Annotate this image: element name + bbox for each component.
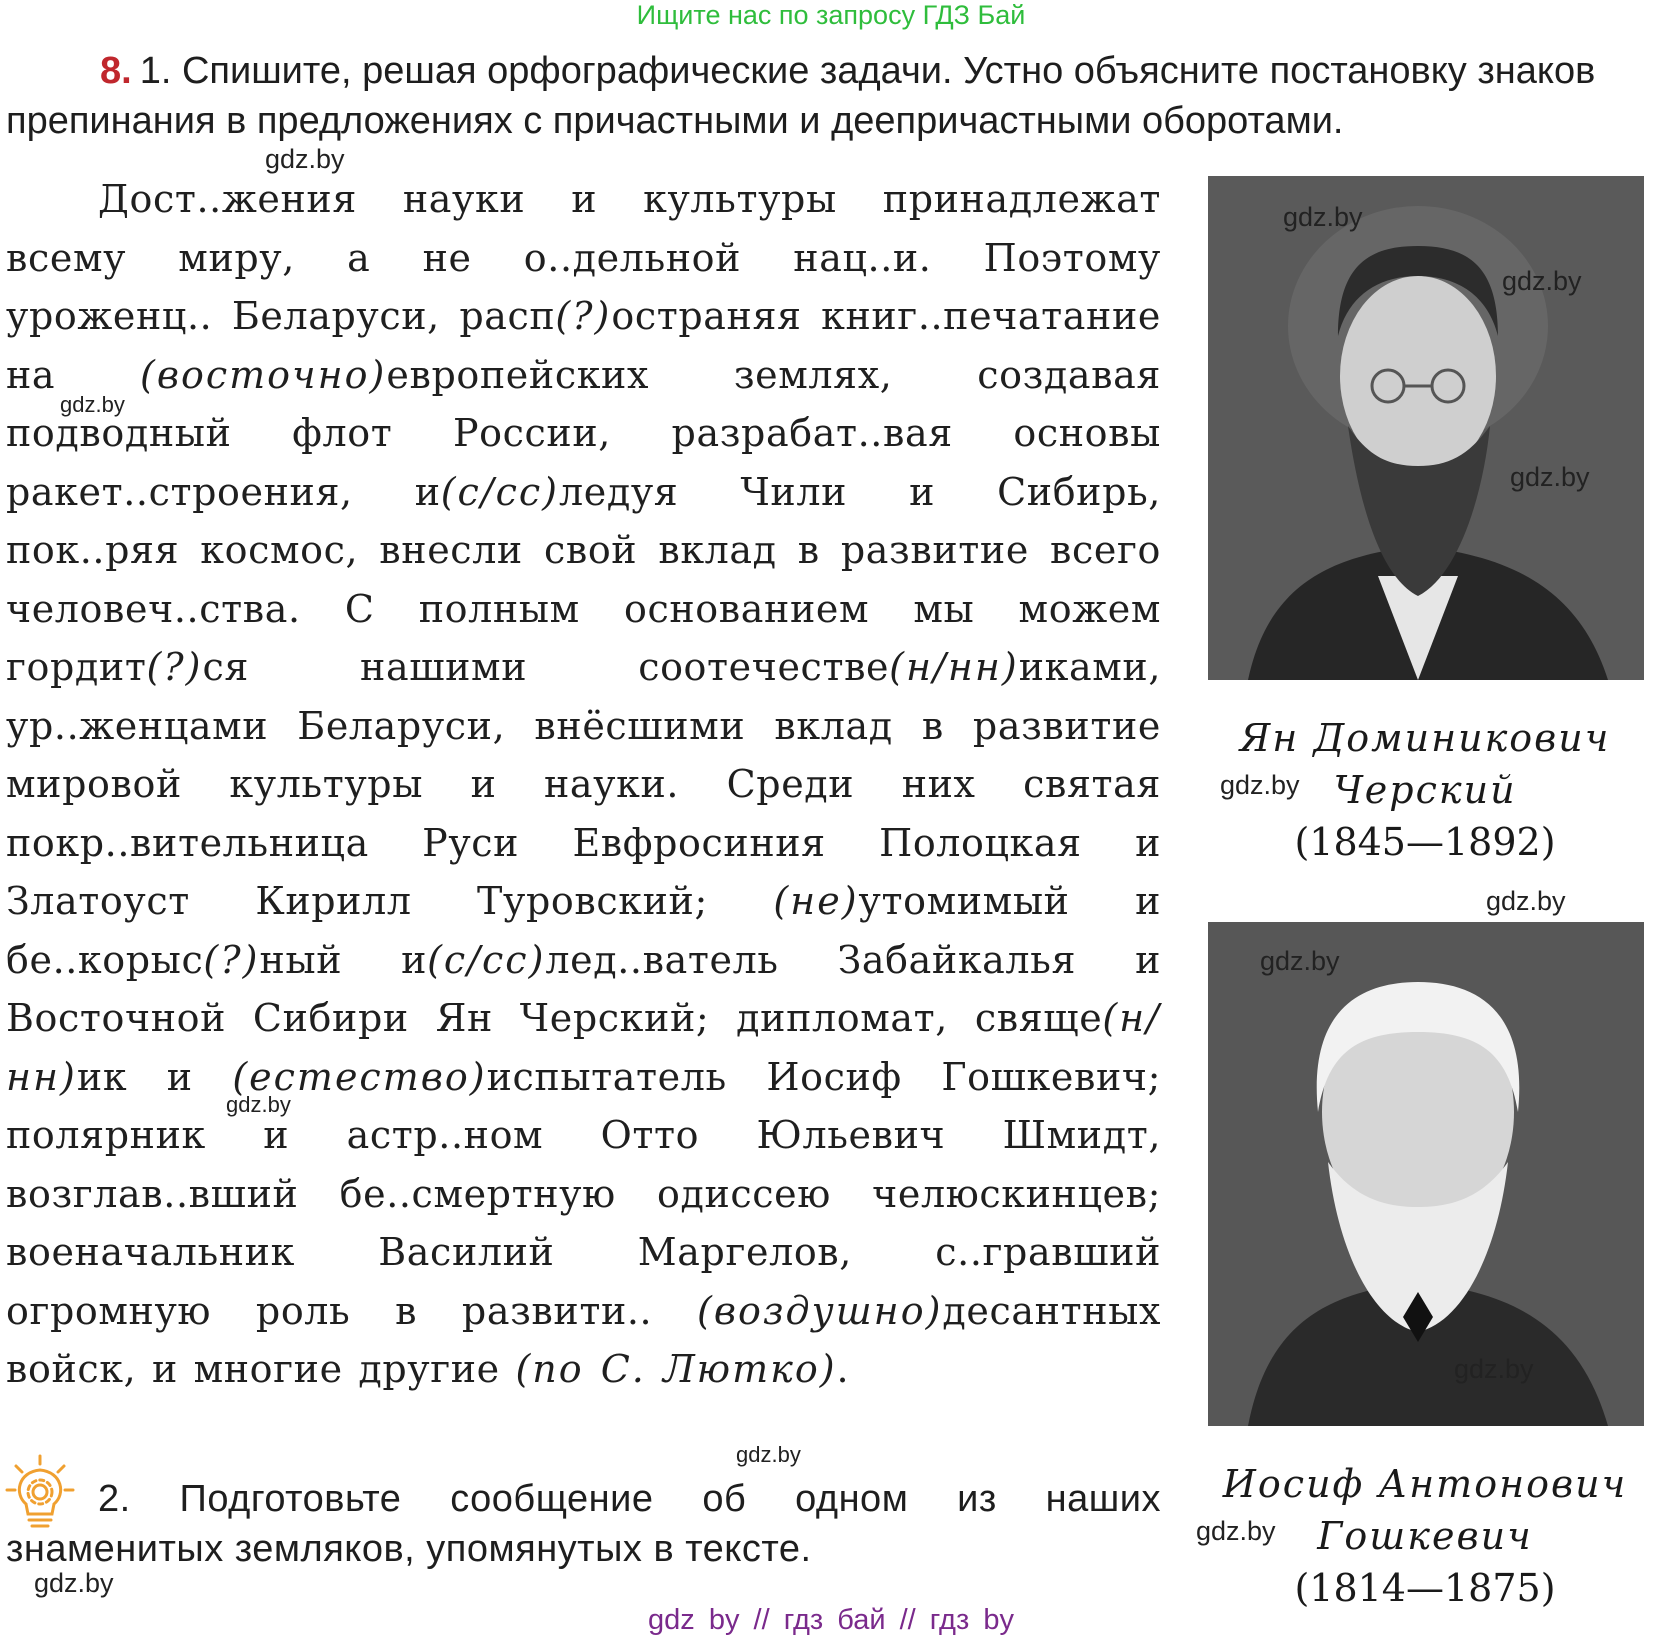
footer-links: gdz by // гдз бай // гдз by	[648, 1604, 1014, 1636]
task-heading	[6, 46, 1656, 146]
portrait-chersky	[1208, 176, 1644, 680]
watermark: gdz.by	[1510, 462, 1590, 492]
task-instruction: 1. Спишите, решая орфографические задачи. Устно объясните постановку знаков препинания в предложениях с причастными и деепричастными оборотами.	[6, 50, 1596, 142]
watermark: gdz.by	[1486, 886, 1566, 916]
caption-name-first: Ян Доминикович	[1239, 716, 1611, 760]
watermark: gdz.by	[1260, 946, 1340, 976]
caption-years: (1845—1892)	[1294, 820, 1556, 864]
portrait-goshkevich	[1208, 922, 1644, 1426]
watermark: gdz.by	[1502, 266, 1582, 296]
watermark: gdz.by	[265, 144, 345, 174]
search-banner: Ищите нас по запросу ГДЗ Бай	[636, 0, 1026, 30]
caption-name-first: Иосиф Антонович	[1222, 1462, 1628, 1506]
watermark: gdz.by	[34, 1568, 114, 1598]
watermark: gdz.by	[60, 392, 125, 417]
watermark: gdz.by	[1220, 770, 1300, 800]
caption-name-last: Черский	[1333, 768, 1517, 812]
task-number: 8.	[100, 50, 132, 92]
task-2-text: 2. Подготовьте сообщение об одном из наших знаменитых земляков, упомянутых в тексте.	[6, 1478, 1161, 1570]
watermark: gdz.by	[1196, 1516, 1276, 1546]
watermark: gdz.by	[1454, 1354, 1534, 1384]
portrait-chersky-image	[1208, 176, 1644, 680]
caption-name-last: Гошкевич	[1317, 1514, 1533, 1558]
exercise-text: Дост..жения науки и культуры принадлежат всему миру, а не о..дельной нац..и. Поэтому уроженц.. Беларуси, расп(?)остраняя книг..печатание на (восточно)европейских землях, создавая подводный флот России, разрабат..вая основы ракет..строения, и(с/сс)ледуя Чили и Сибирь, пок..ряя космос, внесли свой вклад в развитие всего человеч..ства. С полным основанием мы можем гордит(?)ся нашими соотечестве(н/нн)иками, ур..женцами Беларуси, внёсшими вклад в развитие мировой культуры и науки. Среди них святая покр..вительница Руси Евфросиния Полоцкая и Златоуст Кирилл Туровский; (не)утомимый и бе..корыс(?)ный и(с/сс)лед..ватель Забайкалья и Восточной Сибири Ян Черский; дипломат, свяще(н/нн)ик и (естество)испытатель Иосиф Гошкевич; полярник и астр..ном Отто Юльевич Шмидт, возглав..вший бе..смертную одиссею челюскинцев; военачальник Василий Маргелов, с..гравший огромную роль в развити.. (воздушно)десантных войск, и многие другие (по С. Лютко).	[6, 177, 1162, 1391]
portrait-goshkevich-image	[1208, 922, 1644, 1426]
caption-years: (1814—1875)	[1294, 1566, 1556, 1610]
watermark: gdz.by	[226, 1092, 291, 1117]
watermark: gdz.by	[1283, 202, 1363, 232]
watermark: gdz.by	[736, 1442, 801, 1467]
